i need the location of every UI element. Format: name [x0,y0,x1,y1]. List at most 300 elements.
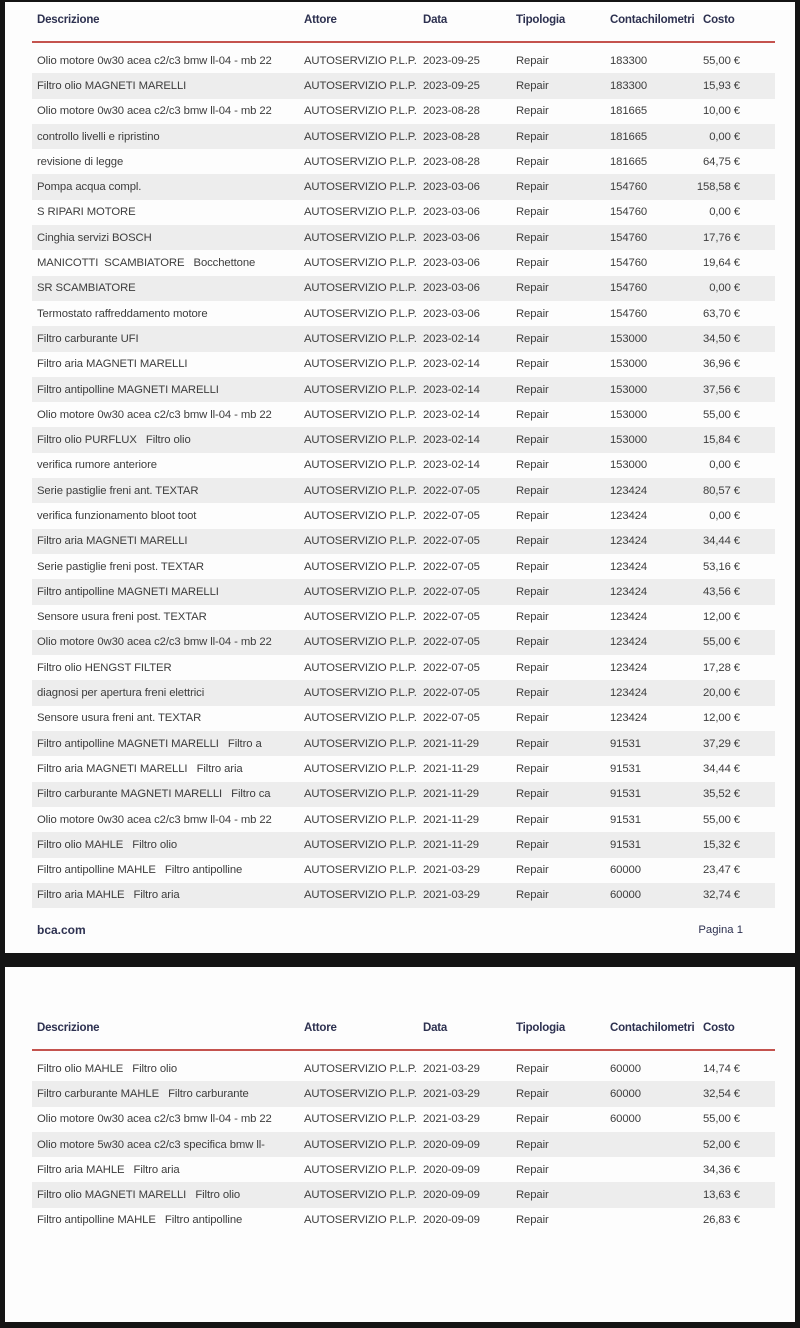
cell-costo: 64,75 € [703,155,740,168]
cell-descrizione: Filtro antipolline MAGNETI MARELLI [37,585,219,598]
cell-tipologia: Repair [516,1062,549,1075]
cell-descrizione: Olio motore 0w30 acea c2/c3 bmw ll-04 - mb 22 [37,813,272,826]
cell-tipologia: Repair [516,585,549,598]
cell-data: 2023-02-14 [423,459,480,472]
cell-descrizione: Olio motore 0w30 acea c2/c3 bmw ll-04 - mb 22 [37,1113,272,1126]
cell-data: 2023-03-06 [423,282,480,295]
cell-data: 2020-09-09 [423,1138,480,1151]
cell-contachilometri: 154760 [610,307,648,320]
cell-attore: AUTOSERVIZIO P.L.P. [304,484,417,497]
table-row [32,1182,775,1207]
cell-costo: 17,28 € [703,661,740,674]
cell-data: 2023-02-14 [423,332,480,345]
cell-tipologia: Repair [516,54,549,67]
maintenance-table-page-2 [32,1056,775,1233]
table-row [32,731,775,756]
column-header-data: Data [423,14,448,26]
cell-tipologia: Repair [516,358,549,371]
cell-attore: AUTOSERVIZIO P.L.P. [304,661,417,674]
cell-descrizione: Olio motore 0w30 acea c2/c3 bmw ll-04 - mb 22 [37,636,272,649]
cell-costo: 37,56 € [703,383,740,396]
cell-tipologia: Repair [516,1138,549,1151]
cell-costo: 43,56 € [703,585,740,598]
cell-attore: AUTOSERVIZIO P.L.P. [304,585,417,598]
table-row [32,1132,775,1157]
cell-data: 2020-09-09 [423,1214,480,1227]
table-row [32,807,775,832]
cell-costo: 52,00 € [703,1138,740,1151]
cell-costo: 63,70 € [703,307,740,320]
cell-contachilometri: 91531 [610,838,641,851]
table-row [32,655,775,680]
cell-tipologia: Repair [516,737,549,750]
cell-descrizione: diagnosi per apertura freni elettrici [37,687,205,700]
cell-descrizione: Filtro olio PURFLUX Filtro olio [37,434,191,447]
cell-descrizione: Filtro aria MAGNETI MARELLI [37,535,188,548]
column-header-attore: Attore [304,14,337,26]
table-header [32,1019,775,1041]
cell-contachilometri: 183300 [610,54,648,67]
column-header-descrizione: Descrizione [37,1022,100,1034]
cell-attore: AUTOSERVIZIO P.L.P. [304,1138,417,1151]
cell-attore: AUTOSERVIZIO P.L.P. [304,408,417,421]
table-row [32,250,775,275]
cell-contachilometri: 123424 [610,484,648,497]
cell-descrizione: Filtro carburante UFI [37,332,139,345]
cell-tipologia: Repair [516,434,549,447]
cell-data: 2023-03-06 [423,181,480,194]
column-header-contachilometri: Contachilometri [610,14,695,26]
cell-descrizione: Filtro aria MAGNETI MARELLI Filtro aria [37,762,243,775]
column-header-descrizione: Descrizione [37,14,100,26]
cell-data: 2023-09-25 [423,79,480,92]
cell-costo: 23,47 € [703,864,740,877]
cell-costo: 15,32 € [703,838,740,851]
table-row [32,124,775,149]
cell-tipologia: Repair [516,813,549,826]
cell-attore: AUTOSERVIZIO P.L.P. [304,434,417,447]
cell-costo: 0,00 € [709,206,740,219]
cell-contachilometri: 60000 [610,864,641,877]
cell-attore: AUTOSERVIZIO P.L.P. [304,332,417,345]
table-row [32,352,775,377]
cell-costo: 55,00 € [703,1113,740,1126]
cell-tipologia: Repair [516,79,549,92]
cell-costo: 80,57 € [703,484,740,497]
cell-tipologia: Repair [516,206,549,219]
table-row [32,858,775,883]
table-row [32,1157,775,1182]
cell-attore: AUTOSERVIZIO P.L.P. [304,687,417,700]
cell-contachilometri: 123424 [610,636,648,649]
column-header-costo: Costo [703,1022,735,1034]
cell-descrizione: revisione di legge [37,155,124,168]
cell-contachilometri: 91531 [610,737,641,750]
table-row [32,478,775,503]
cell-tipologia: Repair [516,231,549,244]
table-row [32,99,775,124]
cell-data: 2023-02-14 [423,358,480,371]
table-row [32,503,775,528]
cell-costo: 19,64 € [703,257,740,270]
cell-descrizione: Pompa acqua compl. [37,181,142,194]
cell-data: 2022-07-05 [423,484,480,497]
cell-tipologia: Repair [516,459,549,472]
cell-costo: 15,84 € [703,434,740,447]
cell-attore: AUTOSERVIZIO P.L.P. [304,813,417,826]
cell-contachilometri: 91531 [610,813,641,826]
cell-contachilometri: 153000 [610,332,648,345]
cell-descrizione: Cinghia servizi BOSCH [37,231,152,244]
cell-attore: AUTOSERVIZIO P.L.P. [304,459,417,472]
cell-attore: AUTOSERVIZIO P.L.P. [304,611,417,624]
cell-attore: AUTOSERVIZIO P.L.P. [304,1189,417,1202]
cell-data: 2023-08-28 [423,130,480,143]
table-row [32,427,775,452]
cell-data: 2022-07-05 [423,687,480,700]
cell-costo: 20,00 € [703,687,740,700]
cell-tipologia: Repair [516,889,549,902]
document-page-1 [5,2,795,953]
cell-descrizione: Serie pastiglie freni ant. TEXTAR [37,484,199,497]
cell-tipologia: Repair [516,332,549,345]
table-row [32,326,775,351]
cell-data: 2022-07-05 [423,661,480,674]
cell-descrizione: Filtro olio MAHLE Filtro olio [37,838,178,851]
cell-descrizione: Olio motore 5w30 acea c2/c3 specifica bmw ll- [37,1138,265,1151]
cell-contachilometri: 154760 [610,257,648,270]
cell-contachilometri: 183300 [610,79,648,92]
column-header-costo: Costo [703,14,735,26]
cell-attore: AUTOSERVIZIO P.L.P. [304,105,417,118]
cell-contachilometri: 181665 [610,105,648,118]
cell-tipologia: Repair [516,712,549,725]
cell-descrizione: verifica rumore anteriore [37,459,157,472]
cell-descrizione: Filtro antipolline MAGNETI MARELLI Filtro a [37,737,262,750]
cell-costo: 12,00 € [703,712,740,725]
cell-attore: AUTOSERVIZIO P.L.P. [304,889,417,902]
cell-attore: AUTOSERVIZIO P.L.P. [304,762,417,775]
table-row [32,225,775,250]
cell-tipologia: Repair [516,130,549,143]
maintenance-table-page-1 [32,48,775,908]
cell-tipologia: Repair [516,383,549,396]
cell-contachilometri: 123424 [610,535,648,548]
page-footer [32,920,775,940]
cell-descrizione: Filtro antipolline MAGNETI MARELLI [37,383,219,396]
cell-descrizione: Serie pastiglie freni post. TEXTAR [37,560,204,573]
cell-data: 2020-09-09 [423,1163,480,1176]
cell-attore: AUTOSERVIZIO P.L.P. [304,54,417,67]
table-row [32,579,775,604]
cell-contachilometri: 123424 [610,687,648,700]
cell-descrizione: Termostato raffreddamento motore [37,307,208,320]
cell-attore: AUTOSERVIZIO P.L.P. [304,79,417,92]
cell-attore: AUTOSERVIZIO P.L.P. [304,1087,417,1100]
cell-data: 2021-11-29 [423,737,479,750]
document-page-2 [5,967,795,1322]
cell-costo: 0,00 € [709,282,740,295]
cell-tipologia: Repair [516,661,549,674]
cell-contachilometri: 154760 [610,181,648,194]
cell-data: 2021-11-29 [423,788,479,801]
cell-descrizione: Filtro aria MAGNETI MARELLI [37,358,188,371]
cell-contachilometri: 154760 [610,206,648,219]
cell-costo: 12,00 € [703,611,740,624]
cell-contachilometri: 123424 [610,509,648,522]
cell-tipologia: Repair [516,1214,549,1227]
table-row [32,301,775,326]
cell-data: 2022-07-05 [423,509,480,522]
cell-tipologia: Repair [516,636,549,649]
cell-contachilometri: 123424 [610,661,648,674]
cell-attore: AUTOSERVIZIO P.L.P. [304,864,417,877]
cell-data: 2023-08-28 [423,155,480,168]
cell-attore: AUTOSERVIZIO P.L.P. [304,788,417,801]
cell-tipologia: Repair [516,788,549,801]
cell-descrizione: Filtro carburante MAHLE Filtro carburante [37,1087,249,1100]
cell-contachilometri: 91531 [610,762,641,775]
cell-data: 2023-03-06 [423,231,480,244]
cell-tipologia: Repair [516,611,549,624]
cell-costo: 10,00 € [703,105,740,118]
cell-costo: 14,74 € [703,1062,740,1075]
cell-descrizione: Filtro olio MAGNETI MARELLI [37,79,187,92]
cell-data: 2021-03-29 [423,1113,480,1126]
cell-attore: AUTOSERVIZIO P.L.P. [304,737,417,750]
table-row [32,73,775,98]
header-divider-line [32,41,775,43]
cell-tipologia: Repair [516,1113,549,1126]
cell-data: 2023-09-25 [423,54,480,67]
cell-contachilometri: 91531 [610,788,641,801]
cell-data: 2023-03-06 [423,307,480,320]
cell-tipologia: Repair [516,762,549,775]
cell-contachilometri: 123424 [610,712,648,725]
cell-data: 2020-09-09 [423,1189,480,1202]
table-row [32,453,775,478]
cell-costo: 0,00 € [709,509,740,522]
cell-attore: AUTOSERVIZIO P.L.P. [304,1113,417,1126]
cell-contachilometri: 181665 [610,155,648,168]
cell-attore: AUTOSERVIZIO P.L.P. [304,636,417,649]
cell-data: 2021-11-29 [423,838,479,851]
cell-costo: 55,00 € [703,408,740,421]
cell-descrizione: Filtro aria MAHLE Filtro aria [37,889,180,902]
cell-tipologia: Repair [516,282,549,295]
cell-tipologia: Repair [516,535,549,548]
cell-costo: 53,16 € [703,560,740,573]
cell-contachilometri: 153000 [610,358,648,371]
cell-tipologia: Repair [516,181,549,194]
cell-data: 2021-03-29 [423,864,480,877]
cell-data: 2021-11-29 [423,762,479,775]
cell-attore: AUTOSERVIZIO P.L.P. [304,206,417,219]
cell-costo: 34,44 € [703,535,740,548]
cell-contachilometri: 153000 [610,434,648,447]
cell-descrizione: Filtro aria MAHLE Filtro aria [37,1163,180,1176]
column-header-data: Data [423,1022,448,1034]
cell-attore: AUTOSERVIZIO P.L.P. [304,1214,417,1227]
cell-data: 2023-03-06 [423,257,480,270]
cell-descrizione: Filtro olio HENGST FILTER [37,661,172,674]
cell-attore: AUTOSERVIZIO P.L.P. [304,1062,417,1075]
cell-tipologia: Repair [516,105,549,118]
cell-descrizione: Sensore usura freni ant. TEXTAR [37,712,202,725]
cell-tipologia: Repair [516,864,549,877]
table-row [32,883,775,908]
cell-attore: AUTOSERVIZIO P.L.P. [304,535,417,548]
table-row [32,706,775,731]
table-row [32,782,775,807]
cell-contachilometri: 153000 [610,383,648,396]
table-row [32,1056,775,1081]
cell-contachilometri: 154760 [610,282,648,295]
cell-data: 2021-03-29 [423,889,480,902]
cell-costo: 34,44 € [703,762,740,775]
cell-attore: AUTOSERVIZIO P.L.P. [304,130,417,143]
cell-costo: 34,50 € [703,332,740,345]
cell-descrizione: S RIPARI MOTORE [37,206,136,219]
cell-tipologia: Repair [516,1189,549,1202]
table-row [32,832,775,857]
cell-descrizione: Sensore usura freni post. TEXTAR [37,611,207,624]
cell-data: 2022-07-05 [423,535,480,548]
cell-descrizione: Filtro antipolline MAHLE Filtro antipolline [37,864,243,877]
cell-costo: 55,00 € [703,54,740,67]
cell-contachilometri: 60000 [610,1113,641,1126]
cell-contachilometri: 60000 [610,1062,641,1075]
cell-descrizione: Filtro olio MAHLE Filtro olio [37,1062,178,1075]
cell-tipologia: Repair [516,155,549,168]
table-row [32,554,775,579]
cell-data: 2022-07-05 [423,611,480,624]
cell-data: 2022-07-05 [423,560,480,573]
footer-page-number: Pagina 1 [698,924,743,937]
cell-attore: AUTOSERVIZIO P.L.P. [304,712,417,725]
cell-data: 2023-08-28 [423,105,480,118]
cell-costo: 32,54 € [703,1087,740,1100]
cell-attore: AUTOSERVIZIO P.L.P. [304,181,417,194]
cell-attore: AUTOSERVIZIO P.L.P. [304,1163,417,1176]
cell-attore: AUTOSERVIZIO P.L.P. [304,257,417,270]
cell-costo: 55,00 € [703,813,740,826]
cell-tipologia: Repair [516,687,549,700]
cell-attore: AUTOSERVIZIO P.L.P. [304,383,417,396]
cell-contachilometri: 154760 [610,231,648,244]
cell-descrizione: Olio motore 0w30 acea c2/c3 bmw ll-04 - mb 22 [37,408,272,421]
cell-costo: 0,00 € [709,459,740,472]
cell-attore: AUTOSERVIZIO P.L.P. [304,358,417,371]
cell-data: 2021-03-29 [423,1062,480,1075]
cell-descrizione: controllo livelli e ripristino [37,130,160,143]
table-row [32,377,775,402]
cell-costo: 37,29 € [703,737,740,750]
cell-tipologia: Repair [516,408,549,421]
table-row [32,174,775,199]
cell-costo: 13,63 € [703,1189,740,1202]
cell-tipologia: Repair [516,257,549,270]
column-header-tipologia: Tipologia [516,14,566,26]
cell-data: 2021-03-29 [423,1087,480,1100]
table-row [32,276,775,301]
table-row [32,402,775,427]
cell-tipologia: Repair [516,560,549,573]
cell-descrizione: verifica funzionamento bloot toot [37,509,197,522]
table-row [32,630,775,655]
cell-costo: 158,58 € [696,181,740,194]
cell-data: 2023-02-14 [423,434,480,447]
cell-contachilometri: 123424 [610,611,648,624]
cell-attore: AUTOSERVIZIO P.L.P. [304,838,417,851]
table-row [32,1208,775,1233]
cell-costo: 17,76 € [703,231,740,244]
cell-descrizione: SR SCAMBIATORE [37,282,136,295]
table-row [32,1081,775,1106]
cell-attore: AUTOSERVIZIO P.L.P. [304,509,417,522]
cell-tipologia: Repair [516,484,549,497]
cell-attore: AUTOSERVIZIO P.L.P. [304,231,417,244]
cell-costo: 26,83 € [703,1214,740,1227]
cell-descrizione: Olio motore 0w30 acea c2/c3 bmw ll-04 - mb 22 [37,105,272,118]
cell-attore: AUTOSERVIZIO P.L.P. [304,307,417,320]
cell-data: 2022-07-05 [423,636,480,649]
cell-attore: AUTOSERVIZIO P.L.P. [304,282,417,295]
cell-contachilometri: 60000 [610,889,641,902]
cell-data: 2022-07-05 [423,585,480,598]
table-row [32,756,775,781]
cell-data: 2022-07-05 [423,712,480,725]
cell-costo: 34,36 € [703,1163,740,1176]
table-row [32,149,775,174]
cell-costo: 35,52 € [703,788,740,801]
cell-descrizione: Filtro carburante MAGNETI MARELLI Filtro ca [37,788,271,801]
cell-tipologia: Repair [516,509,549,522]
cell-tipologia: Repair [516,1087,549,1100]
cell-costo: 32,74 € [703,889,740,902]
cell-attore: AUTOSERVIZIO P.L.P. [304,560,417,573]
cell-contachilometri: 153000 [610,459,648,472]
column-header-attore: Attore [304,1022,337,1034]
cell-tipologia: Repair [516,1163,549,1176]
cell-data: 2023-03-06 [423,206,480,219]
cell-contachilometri: 123424 [610,560,648,573]
table-row [32,1107,775,1132]
cell-contachilometri: 123424 [610,585,648,598]
column-header-tipologia: Tipologia [516,1022,566,1034]
column-header-contachilometri: Contachilometri [610,1022,695,1034]
cell-costo: 15,93 € [703,79,740,92]
cell-contachilometri: 181665 [610,130,648,143]
cell-contachilometri: 153000 [610,408,648,421]
header-divider-line [32,1049,775,1051]
table-row [32,529,775,554]
cell-costo: 55,00 € [703,636,740,649]
cell-attore: AUTOSERVIZIO P.L.P. [304,155,417,168]
cell-descrizione: Olio motore 0w30 acea c2/c3 bmw ll-04 - mb 22 [37,54,272,67]
table-row [32,200,775,225]
cell-costo: 36,96 € [703,358,740,371]
cell-data: 2023-02-14 [423,408,480,421]
cell-tipologia: Repair [516,838,549,851]
cell-data: 2021-11-29 [423,813,479,826]
cell-tipologia: Repair [516,307,549,320]
table-row [32,48,775,73]
page-separator [5,953,795,967]
cell-contachilometri: 60000 [610,1087,641,1100]
table-row [32,680,775,705]
footer-site-label: bca.com [37,923,86,938]
